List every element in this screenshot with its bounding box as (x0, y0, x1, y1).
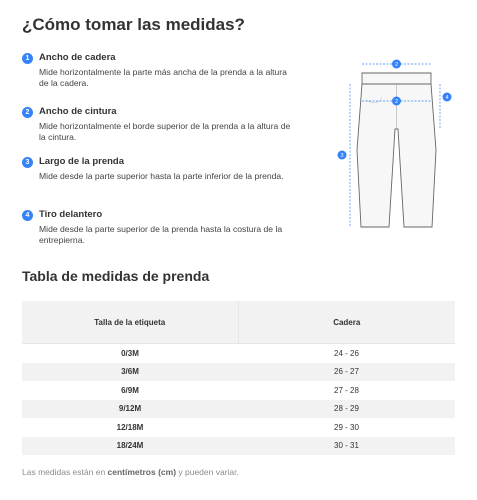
step-title: Tiro delantero (39, 209, 103, 220)
step-number-badge: 3 (22, 157, 33, 168)
step-garment-length (22, 156, 294, 182)
table-header-row (22, 301, 455, 344)
table-row (22, 400, 455, 419)
size-cell: 6/9M (121, 385, 139, 395)
hip-cell: 30 - 31 (238, 437, 455, 456)
step-title: Largo de la prenda (39, 156, 124, 167)
step-hip-width (22, 52, 294, 89)
step-title: Ancho de cadera (39, 52, 116, 63)
step-description: Mide desde la parte superior hasta la parte inferior de la prenda. (39, 171, 284, 181)
size-table-title: Tabla de medidas de prenda (22, 268, 210, 284)
size-cell: 18/24M (22, 437, 238, 456)
size-cell: 3/6M (22, 363, 238, 382)
marker-length (338, 151, 347, 160)
hip-cell: 27 - 28 (334, 385, 359, 395)
size-cell: 9/12M (22, 400, 238, 419)
hip-cell: 26 - 27 (238, 363, 455, 382)
step-waist-width (22, 106, 294, 143)
size-table (22, 301, 455, 455)
step-description: Mide desde la parte superior de la prenda hasta la costura de la entrepierna. (39, 224, 283, 245)
marker-waist (392, 60, 401, 69)
table-row (22, 437, 455, 456)
marker-rise (443, 93, 452, 102)
units-note-post: y pueden variar. (176, 467, 239, 477)
hip-cell: 29 - 30 (334, 422, 359, 432)
table-row (22, 344, 455, 363)
hip-cell: 28 - 29 (238, 400, 455, 419)
step-front-rise (22, 209, 294, 246)
step-number-badge: 1 (22, 53, 33, 64)
svg-text:3: 3 (340, 153, 344, 159)
svg-text:2: 2 (394, 62, 399, 68)
size-cell: 12/18M (116, 422, 144, 432)
page-title: ¿Cómo tomar las medidas? (22, 15, 245, 34)
step-description: Mide horizontalmente la parte más ancha de la prenda a la altura de la cadera. (39, 67, 287, 88)
step-number-badge: 2 (22, 107, 33, 118)
size-cell: 0/3M (121, 348, 139, 358)
table-row (22, 363, 455, 382)
svg-text:2: 2 (394, 99, 399, 105)
table-row (22, 381, 455, 400)
svg-text:4: 4 (445, 95, 449, 101)
column-header-hip: Cadera (238, 301, 455, 344)
step-number-badge: 4 (22, 210, 33, 221)
hip-cell: 24 - 26 (334, 348, 359, 358)
column-header-size: Talla de la etiqueta (22, 301, 238, 344)
units-note (22, 467, 239, 477)
units-note-bold: centímetros (cm) (107, 467, 177, 477)
step-description: Mide horizontalmente el borde superior de la prenda a la altura de la cintura. (39, 121, 291, 142)
table-row (22, 418, 455, 437)
units-note-pre: Las medidas están en (22, 467, 108, 477)
pants-diagram (332, 55, 452, 235)
step-title: Ancho de cintura (39, 106, 117, 117)
marker-hip (392, 97, 401, 106)
